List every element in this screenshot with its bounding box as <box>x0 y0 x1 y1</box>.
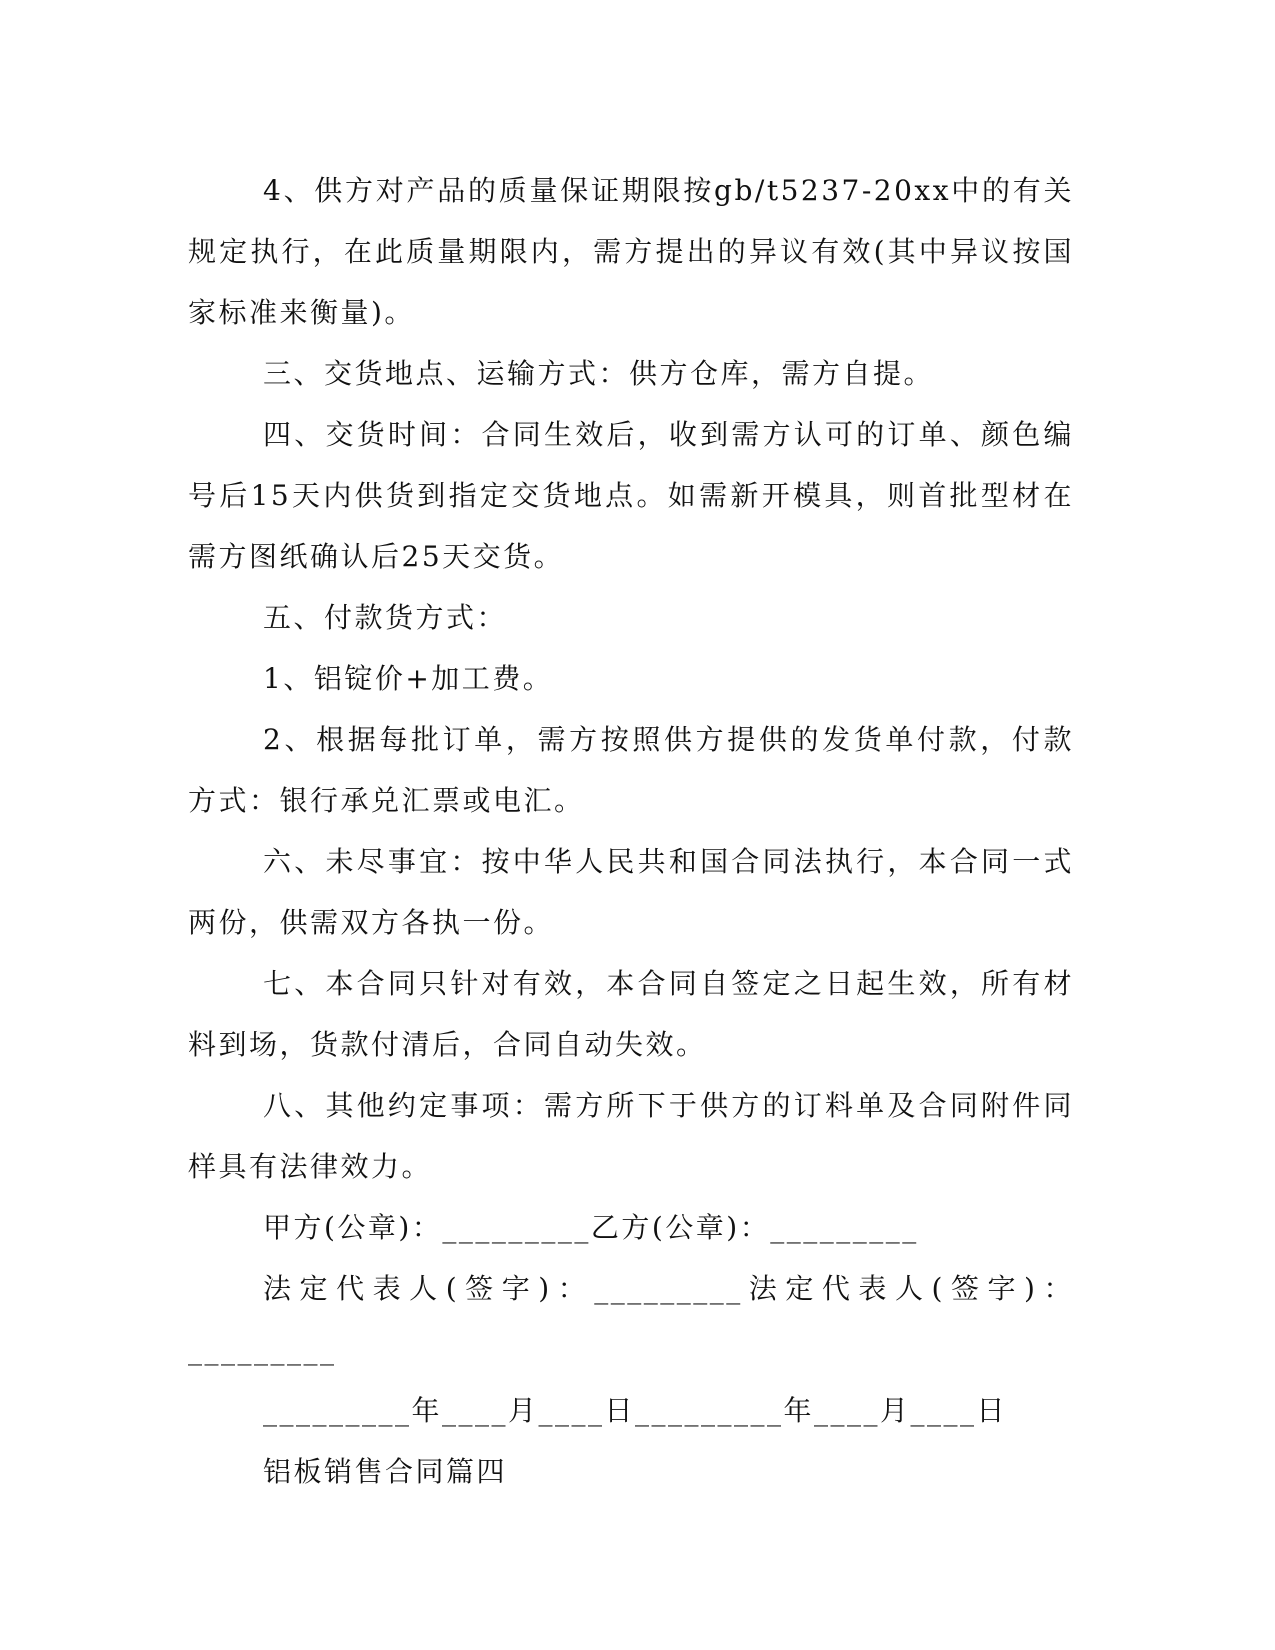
clause-unresolved-matters: 六、未尽事宜：按中华人民共和国合同法执行，本合同一式两份，供需双方各执一份。 <box>188 845 1074 939</box>
clause-quality-warranty: 4、供方对产品的质量保证期限按gb/t5237-20xx中的有关规定执行，在此质量期限内，需方提出的异议有效(其中异议按国家标准来衡量)。 <box>188 174 1074 329</box>
clause-validity: 七、本合同只针对有效，本合同自签定之日起生效，所有材料到场，货款付清后，合同自动失效。 <box>188 967 1074 1061</box>
document-body <box>188 160 1074 1502</box>
clause-delivery-time: 四、交货时间：合同生效后，收到需方认可的订单、颜色编号后15天内供货到指定交货地点。如需新开模具，则首批型材在需方图纸确认后25天交货。 <box>188 418 1074 573</box>
clause-other-agreements: 八、其他约定事项：需方所下于供方的订料单及合同附件同样具有法律效力。 <box>188 1089 1074 1183</box>
clause-payment-item-1: 1、铝锭价+加工费。 <box>263 662 554 695</box>
clause-payment-heading: 五、付款货方式： <box>263 601 508 634</box>
signature-representative-line: 法定代表人(签字)：_________法定代表人(签字)：_________ <box>188 1272 1074 1366</box>
clause-payment-item-2: 2、根据每批订单，需方按照供方提供的发货单付款，付款方式：银行承兑汇票或电汇。 <box>188 723 1074 817</box>
signature-date-line: _________年____月____日_________年____月____日 <box>263 1394 1008 1427</box>
clause-delivery-location: 三、交货地点、运输方式：供方仓库，需方自提。 <box>263 357 935 390</box>
section-title: 铝板销售合同篇四 <box>263 1455 508 1488</box>
signature-seal-line: 甲方(公章)：_________乙方(公章)：_________ <box>263 1211 919 1244</box>
